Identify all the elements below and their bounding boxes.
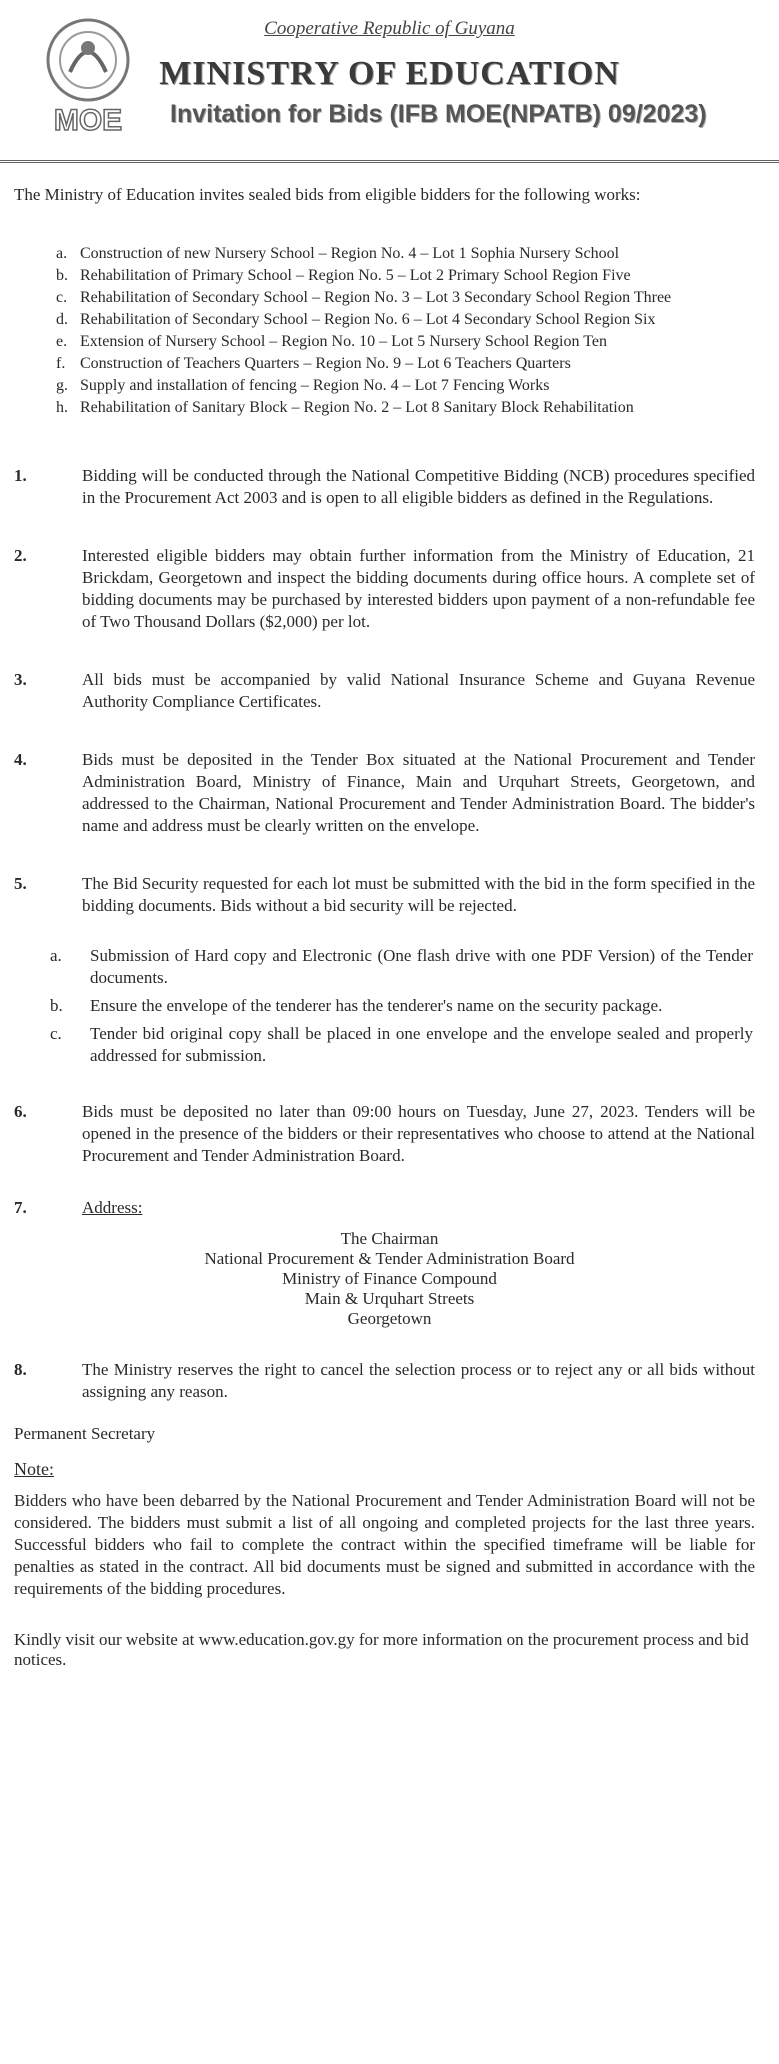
address-line: Ministry of Finance Compound: [282, 1269, 497, 1288]
list-item: [56, 289, 759, 307]
document-header: [0, 0, 779, 163]
government-line: Cooperative Republic of Guyana: [264, 18, 515, 39]
paragraph-text: All bids must be accompanied by valid National Insurance Scheme and Guyana Revenue Authority Compliance Certificates.: [82, 670, 755, 711]
footer-text: Kindly visit our website at www.education.gov.gy for more information on the procurement process and bid notices.: [14, 1630, 749, 1669]
paragraph-text: The Ministry reserves the right to cancel the selection process or to reject any or all bids without assigning any reason.: [82, 1360, 755, 1401]
paragraph-number: 7.: [14, 1198, 27, 1217]
paragraph-text: Bids must be deposited no later than 09:00 hours on Tuesday, June 27, 2023. Tenders will be opened in the presence of the bidders or their representatives who choose to attend at the National Procurement and Tender Administration Board.: [82, 1102, 755, 1165]
note-label: Note:: [14, 1459, 54, 1479]
list-bullet: f.: [56, 355, 66, 372]
list-item-text: Extension of Nursery School – Region No. 10 – Lot 5 Nursery School Region Ten: [80, 333, 607, 350]
paragraph-8: [0, 1359, 755, 1403]
list-bullet: c.: [56, 289, 68, 306]
list-bullet: h.: [56, 399, 68, 416]
paragraph-number: 6.: [14, 1102, 27, 1121]
list-item-text: Supply and installation of fencing – Region No. 4 – Lot 7 Fencing Works: [80, 377, 550, 394]
address-label: Address:: [82, 1198, 143, 1217]
paragraph-6: [0, 1101, 755, 1167]
document-body: [0, 175, 779, 1670]
paragraph-text: Interested eligible bidders may obtain further information from the Ministry of Education, 21 Brickdam, Georgetown and inspect the bidding documents during office hours. A complete set of bidding documents may be purchased by interested bidders upon payment of a non-refundable fee of Two Thousand Dollars ($2,000) per lot.: [82, 546, 755, 631]
paragraph-number: 8.: [14, 1360, 27, 1379]
paragraph-3: [0, 669, 755, 713]
paragraph-number: 2.: [14, 546, 27, 565]
list-bullet: b.: [56, 267, 68, 284]
subitem-text: Submission of Hard copy and Electronic (One flash drive with one PDF Version) of the Tender documents.: [90, 946, 753, 987]
list-item-text: Rehabilitation of Secondary School – Region No. 6 – Lot 4 Secondary School Region Six: [80, 311, 656, 328]
list-item-text: Construction of new Nursery School – Region No. 4 – Lot 1 Sophia Nursery School: [80, 245, 620, 262]
subitem-a: [0, 945, 753, 989]
subitem-text: Tender bid original copy shall be placed in one envelope and the envelope sealed and properly addressed for submission.: [90, 1024, 753, 1065]
paragraph-number: 5.: [14, 874, 27, 893]
list-bullet: a.: [56, 245, 68, 262]
subitem-c: [0, 1023, 753, 1067]
address-line: National Procurement & Tender Administration Board: [204, 1249, 575, 1268]
ifb-title: Invitation for Bids (IFB MOE(NPATB) 09/2023): [170, 100, 707, 128]
paragraph-number: 3.: [14, 670, 27, 689]
signoff: Permanent Secretary: [14, 1424, 156, 1443]
list-item-text: Rehabilitation of Primary School – Region No. 5 – Lot 2 Primary School Region Five: [80, 267, 631, 284]
paragraph-5: [0, 873, 755, 917]
list-bullet: e.: [56, 333, 68, 350]
paragraph-text: Bids must be deposited in the Tender Box situated at the National Procurement and Tender Administration Board, Ministry of Finance, Main and Urquhart Streets, Georgetown, and addressed to the Chairman, National Procurement and Tender Administration Board. The bidder's name and address must be clearly written on the envelope.: [82, 750, 755, 835]
paragraph-1: [0, 465, 755, 509]
paragraph-2: [0, 545, 755, 633]
intro-text: The Ministry of Education invites sealed bids from eligible bidders for the following works:: [14, 185, 641, 204]
list-item: [56, 311, 759, 329]
paragraph-7: [0, 1197, 755, 1219]
list-item: [56, 333, 759, 351]
subitem-bullet: b.: [50, 996, 63, 1015]
list-item: [56, 245, 759, 263]
lot-list: [56, 245, 759, 417]
address-block: [0, 1229, 779, 1329]
list-bullet: g.: [56, 377, 68, 394]
ministry-title: MINISTRY OF EDUCATION: [159, 55, 620, 92]
paragraph-number: 1.: [14, 466, 27, 485]
list-item-text: Rehabilitation of Secondary School – Region No. 3 – Lot 3 Secondary School Region Three: [80, 289, 672, 306]
note-text: Bidders who have been debarred by the National Procurement and Tender Administration Board will not be considered. The bidders must submit a list of all ongoing and completed projects for the last three years. Successful bidders who fail to complete the contract within the specified timeframe will be liable for penalties as stated in the contract. All bid documents must be signed and submitted in accordance with the requirements of the bidding procedures.: [14, 1491, 755, 1598]
logo-text: MOE: [53, 104, 123, 137]
subitem-bullet: a.: [50, 946, 62, 965]
address-line: Georgetown: [347, 1309, 432, 1328]
list-bullet: d.: [56, 311, 68, 328]
list-item: [56, 399, 759, 417]
subitem-b: [0, 995, 753, 1017]
list-item: [56, 355, 759, 373]
address-line: Main & Urquhart Streets: [304, 1289, 475, 1308]
address-line: The Chairman: [340, 1229, 439, 1248]
subitem-text: Ensure the envelope of the tenderer has the tenderer's name on the security package.: [90, 996, 663, 1015]
subitem-bullet: c.: [50, 1024, 62, 1043]
paragraph-number: 4.: [14, 750, 27, 769]
list-item-text: Rehabilitation of Sanitary Block – Region No. 2 – Lot 8 Sanitary Block Rehabilitation: [80, 399, 634, 416]
paragraph-text: Bidding will be conducted through the National Competitive Bidding (NCB) procedures specified in the Procurement Act 2003 and is open to all eligible bidders as defined in the Regulations.: [82, 466, 755, 507]
list-item: [56, 267, 759, 285]
list-item-text: Construction of Teachers Quarters – Region No. 9 – Lot 6 Teachers Quarters: [80, 355, 571, 372]
list-item: [56, 377, 759, 395]
paragraph-text: The Bid Security requested for each lot must be submitted with the bid in the form specified in the bidding documents. Bids without a bid security will be rejected.: [82, 874, 755, 915]
paragraph-4: [0, 749, 755, 837]
